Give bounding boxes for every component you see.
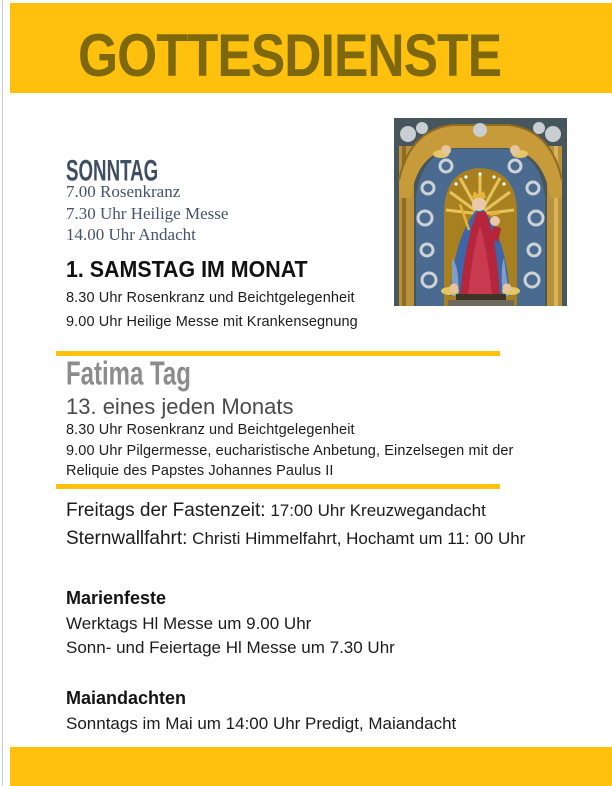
fastenzeit-label: Freitags der Fastenzeit: (66, 500, 266, 521)
fastenzeit-text: 17:00 Uhr Kreuzwegandacht (265, 501, 486, 520)
footer-band (10, 747, 612, 786)
samstag-line: 8.30 Uhr Rosenkranz und Beichtgelegenheit (66, 290, 355, 306)
samstag-times (66, 286, 358, 334)
fatima-heading: Fatima Tag (66, 355, 191, 393)
sonntag-heading: SONNTAG (66, 152, 159, 188)
yellow-divider (56, 484, 500, 489)
page-left-edge (2, 0, 3, 786)
maiandachten-heading: Maiandachten (66, 688, 187, 708)
sonntag-times (66, 181, 228, 246)
marienfeste-line: Werktags Hl Messe um 9.00 Uhr (66, 614, 312, 633)
sternwallfahrt-label: Sternwallfahrt: (66, 528, 188, 549)
sternwallfahrt-line (66, 528, 525, 550)
fatima-subheading: 13. eines jeden Monats (66, 394, 294, 419)
marienfeste-line: Sonn- und Feiertage Hl Messe um 7.30 Uhr (66, 638, 395, 657)
sonntag-line: 7.30 Uhr Heilige Messe (66, 203, 229, 223)
fatima-times (66, 420, 513, 482)
sternwallfahrt-text: Christi Himmelfahrt, Hochamt um 11: 00 Uhr (187, 529, 526, 548)
fastenzeit-line (66, 500, 486, 522)
samstag-heading: 1. SAMSTAG IM MONAT (66, 256, 308, 282)
sonntag-line: 14.00 Uhr Andacht (66, 225, 196, 244)
fatima-line: 9.00 Uhr Pilgermesse, eucharistische Anbetung, Einzelsegen mit der (66, 442, 514, 459)
header-band (10, 3, 612, 93)
maiandachten-line: Sonntags im Mai um 14:00 Uhr Predigt, Maiandacht (66, 714, 457, 733)
page-title: GOTTESDIENSTE (78, 20, 502, 89)
samstag-line: 9.00 Uhr Heilige Messe mit Krankensegnung (66, 314, 358, 330)
fatima-line: Reliquie des Papstes Johannes Paulus II (66, 463, 334, 479)
fatima-line: 8.30 Uhr Rosenkranz und Beichtgelegenheit (66, 422, 355, 438)
madonna-altar-photo (394, 118, 567, 306)
sonntag-line: 7.00 Rosenkranz (66, 182, 181, 201)
marienfeste-heading: Marienfeste (66, 588, 167, 608)
